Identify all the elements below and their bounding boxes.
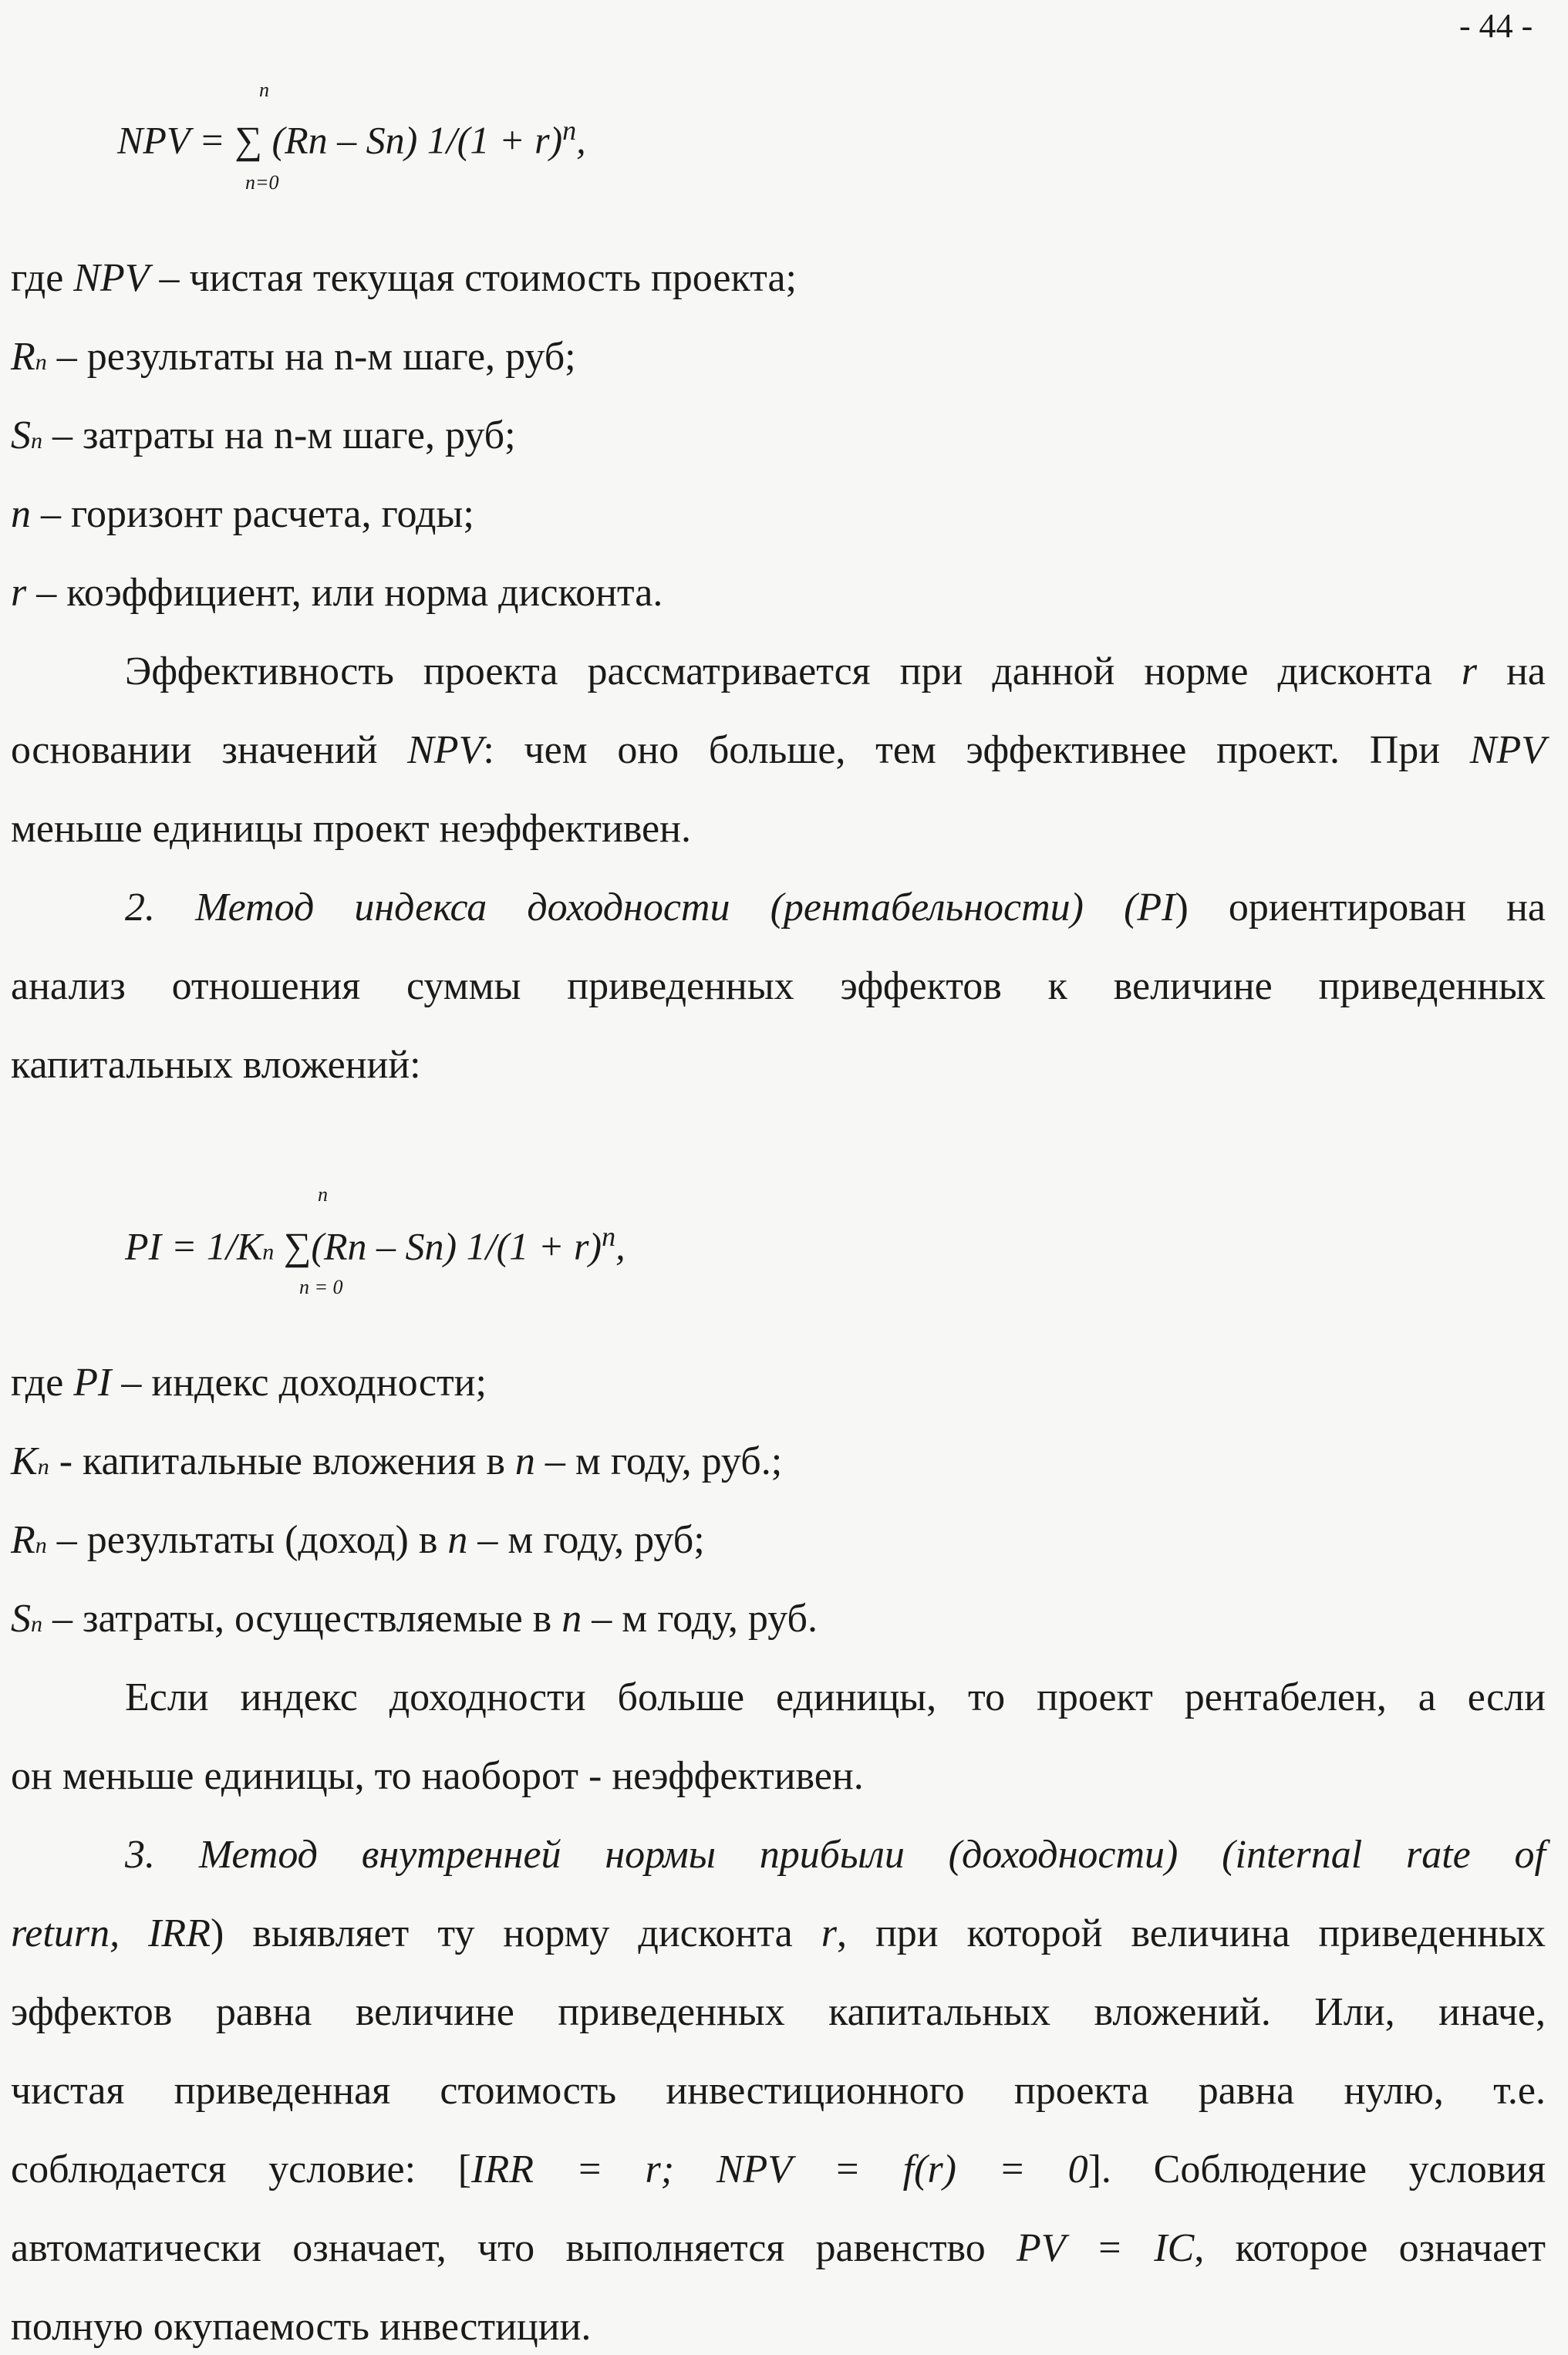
text-run: соблюдается условие: [ [11,2148,472,2191]
text-run: ]. Соблюдение условия [1087,2148,1546,2191]
text-run: r [821,1911,837,1955]
text-run: Эффективность проекта рассматривается при данной норме дисконта [125,649,1462,693]
sum-upper-limit: n [259,79,269,101]
text-run: – индекс доходности; [111,1361,487,1405]
paragraph-line: меньше единицы проект неэффективен. [11,807,691,851]
paragraph-line [11,725,1546,776]
pi-legend-line [11,1594,1546,1650]
legend-symbol: R [11,335,35,379]
text-run: ) ориентирован на [1175,886,1546,930]
paragraph-line: он меньше единицы, то наоборот - неэффективен. [11,1754,864,1798]
sum-upper-limit: n [318,1183,328,1206]
text-run: NPV [407,728,484,772]
formula-tail: , [615,1224,626,1268]
paragraph-line [11,1908,1546,1959]
npv-legend-line [11,332,1546,388]
text-run: на [1477,649,1546,693]
paragraph-line: чистая приведенная стоимость инвестиционного проекта равна нулю, т.е. [11,2069,1546,2113]
legend-symbol: NPV [73,256,150,300]
paragraph-line: Если индекс доходности больше единицы, то проект рентабелен, а если [125,1675,1546,1719]
text-run: – результаты (доход) в [46,1518,448,1562]
text-run: , которое означает [1194,2226,1546,2270]
page-number: - 44 - [1459,7,1533,45]
text-run: PV = IC [1017,2226,1195,2270]
legend-text: – горизонт расчета, годы; [31,492,474,536]
npv-legend-line [11,410,1546,467]
paragraph-line: эффектов равна величине приведенных капитальных вложений. Или, иначе, [11,1990,1546,2034]
formula-exponent: n [602,1221,616,1252]
legend-text: – затраты на n-м шаге, руб; [42,413,516,457]
sigma-sign: ∑ [283,1224,312,1268]
text-run: основании значений [11,728,408,772]
legend-symbol: S [11,413,31,457]
text-run: IRR = r; NPV = f(r) = 0 [471,2148,1088,2191]
text-run: NPV [1469,728,1546,772]
paragraph-line [11,1830,1546,1881]
text-run: : чем оно больше, тем эффективнее проект. При [483,728,1470,772]
sigma-sign: ∑ [234,118,262,162]
text-run: – м году, руб; [467,1518,705,1562]
legend-subscript: n [31,428,42,454]
legend-prefix: где [11,256,74,300]
legend-subscript: n [37,1454,49,1479]
text-run: ) выявляет ту норму дисконта [210,1911,821,1955]
paragraph-line: капитальных вложений: [11,1043,421,1087]
legend-symbol: n [11,492,31,536]
legend-symbol: r [11,571,27,615]
formula-tail: , [576,118,586,162]
formula-rhs: (Rn – Sn) 1/(1 + r) [271,118,563,162]
formula-exponent: n [562,115,577,146]
npv-legend-line [11,568,1546,619]
formula-subscript: n [262,1239,275,1265]
paragraph-line [11,2144,1546,2195]
text-run: r [1461,649,1478,693]
text-run: – затраты, осуществляемые в [42,1597,562,1641]
paragraph-line: полную окупаемость инвестиции. [11,2305,592,2349]
legend-subscript: n [35,349,47,375]
paragraph-line [11,882,1546,933]
pi-legend-line [11,1358,1546,1409]
legend-symbol: K [11,1439,38,1483]
legend-symbol: S [11,1597,31,1641]
text-run: 3. Метод внутренней нормы прибыли (доходности) ( [125,1833,1236,1877]
legend-text: – результаты на n-м шаге, руб; [46,335,576,379]
text-run: n [447,1518,468,1562]
legend-subscript: n [31,1611,42,1637]
text-run: internal rate of [1235,1833,1546,1877]
paragraph-line: анализ отношения суммы приведенных эффектов к величине приведенных [11,964,1546,1008]
npv-legend-line [11,489,1546,540]
legend-subscript: n [35,1533,47,1558]
text-run: , при которой величина приведенных [836,1911,1546,1955]
legend-text: – чистая текущая стоимость проекта; [149,256,797,300]
pi-legend-line [11,1436,1546,1493]
text-run: – м году, руб. [582,1597,818,1641]
legend-symbol: PI [73,1361,112,1405]
paragraph-line [11,2223,1546,2274]
text-run: return, IRR [11,1911,211,1955]
formula-lhs: NPV = [117,118,235,162]
text-run: n [561,1597,582,1641]
legend-text: – коэффициент, или норма дисконта. [26,571,663,615]
sum-lower-limit: n=0 [245,171,279,194]
pi-legend-line [11,1515,1546,1571]
sum-lower-limit: n = 0 [299,1276,343,1298]
text-run: n [514,1439,535,1483]
formula-lhs: PI = 1/K [125,1224,263,1268]
text-run: 2. Метод индекса доходности (рентабельности) ( [125,886,1138,930]
paragraph-line [11,646,1546,697]
text-run: – м году, руб.; [534,1439,783,1483]
formula-rhs: (Rn – Sn) 1/(1 + r) [311,1224,602,1268]
text-run: где [11,1361,74,1405]
text-run: - капитальные вложения в [49,1439,515,1483]
legend-symbol: R [11,1518,35,1562]
text-run: PI [1137,886,1175,930]
npv-legend-line [11,253,1546,304]
text-run: автоматически означает, что выполняется равенство [11,2226,1017,2270]
